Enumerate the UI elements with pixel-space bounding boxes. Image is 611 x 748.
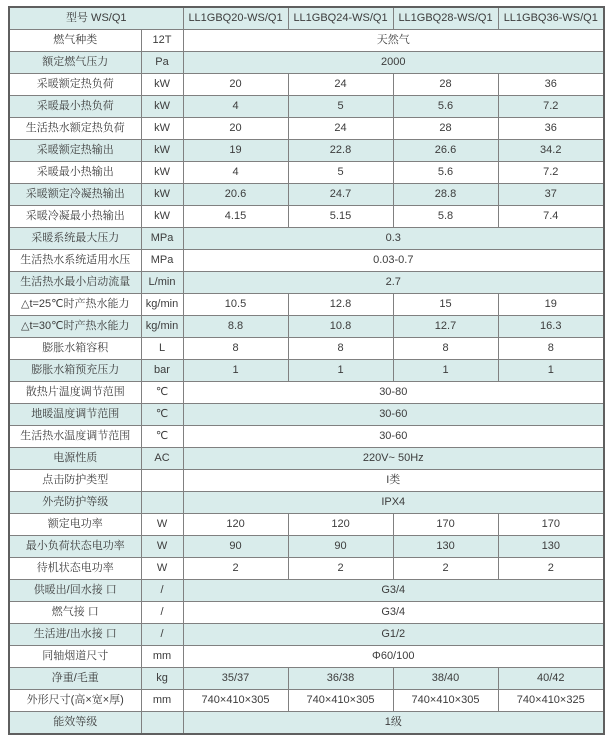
row-value-cell: 34.2 [498,140,604,162]
row-value-cell: 8 [498,338,604,360]
spec-row [9,316,604,338]
row-unit-cell: kg/min [141,316,183,338]
row-value-cell: 20 [183,74,288,96]
row-span-value-cell: 30-80 [183,382,604,404]
row-label-cell: 待机状态电功率 [9,558,141,580]
row-span-value-cell: G1/2 [183,624,604,646]
row-label-cell: 净重/毛重 [9,668,141,690]
row-label-cell: 采暖系统最大压力 [9,228,141,250]
row-value-cell: 90 [183,536,288,558]
row-value-cell: 170 [498,514,604,536]
spec-row [9,580,604,602]
row-value-cell: 16.3 [498,316,604,338]
spec-row [9,624,604,646]
spec-row [9,448,604,470]
row-unit-cell: ℃ [141,404,183,426]
row-unit-cell: kg/min [141,294,183,316]
spec-row [9,250,604,272]
row-unit-cell: kW [141,184,183,206]
row-unit-cell: Pa [141,52,183,74]
row-label-cell: △t=25℃时产热水能力 [9,294,141,316]
row-unit-cell: W [141,558,183,580]
spec-row [9,118,604,140]
row-value-cell: 2 [288,558,393,580]
row-value-cell: 15 [393,294,498,316]
row-label-cell: 燃气接 口 [9,602,141,624]
row-label-cell: 外壳防护等级 [9,492,141,514]
row-unit-cell: / [141,602,183,624]
row-span-value-cell: G3/4 [183,580,604,602]
row-value-cell: 28.8 [393,184,498,206]
row-label-cell: 生活热水温度调节范围 [9,426,141,448]
row-label-cell: 采暖额定热输出 [9,140,141,162]
row-value-cell: 7.2 [498,162,604,184]
row-value-cell: 7.2 [498,96,604,118]
row-value-cell: 7.4 [498,206,604,228]
model-label-cell: 型号 WS/Q1 [9,7,183,30]
row-span-value-cell: 0.3 [183,228,604,250]
row-unit-cell: ℃ [141,382,183,404]
spec-row [9,52,604,74]
spec-row [9,646,604,668]
row-value-cell: 24 [288,118,393,140]
header-row [9,7,604,30]
row-span-value-cell: 2000 [183,52,604,74]
spec-row [9,360,604,382]
row-label-cell: 同轴烟道尺寸 [9,646,141,668]
row-label-cell: 生活热水系统适用水压 [9,250,141,272]
row-unit-cell: kW [141,74,183,96]
row-value-cell: 8 [183,338,288,360]
row-span-value-cell: 220V~ 50Hz [183,448,604,470]
row-value-cell: 12.7 [393,316,498,338]
spec-row [9,228,604,250]
spec-row [9,184,604,206]
row-unit-cell [141,712,183,735]
model-name-cell: LL1GBQ36-WS/Q1 [498,7,604,30]
row-unit-cell: kW [141,140,183,162]
spec-row [9,272,604,294]
row-value-cell: 20 [183,118,288,140]
row-value-cell: 36 [498,74,604,96]
row-value-cell: 5 [288,96,393,118]
row-value-cell: 26.6 [393,140,498,162]
row-value-cell: 10.5 [183,294,288,316]
spec-row [9,382,604,404]
spec-row [9,338,604,360]
row-value-cell: 24.7 [288,184,393,206]
spec-row [9,162,604,184]
row-value-cell: 8 [393,338,498,360]
row-value-cell: 740×410×305 [288,690,393,712]
row-value-cell: 5 [288,162,393,184]
row-span-value-cell: G3/4 [183,602,604,624]
row-value-cell: 20.6 [183,184,288,206]
model-name-cell: LL1GBQ20-WS/Q1 [183,7,288,30]
row-label-cell: 供暖出/回水接 口 [9,580,141,602]
row-label-cell: 额定燃气压力 [9,52,141,74]
row-value-cell: 28 [393,74,498,96]
row-unit-cell: mm [141,646,183,668]
row-span-value-cell: I类 [183,470,604,492]
row-unit-cell: / [141,580,183,602]
spec-row [9,668,604,690]
row-label-cell: 最小负荷状态电功率 [9,536,141,558]
row-span-value-cell: 30-60 [183,404,604,426]
row-label-cell: 采暖最小热负荷 [9,96,141,118]
row-value-cell: 130 [498,536,604,558]
spec-row [9,206,604,228]
row-label-cell: 膨胀水箱预充压力 [9,360,141,382]
row-label-cell: 散热片温度调节范围 [9,382,141,404]
row-value-cell: 19 [498,294,604,316]
row-value-cell: 2 [183,558,288,580]
row-value-cell: 10.8 [288,316,393,338]
row-value-cell: 130 [393,536,498,558]
row-value-cell: 36/38 [288,668,393,690]
spec-row [9,470,604,492]
spec-row [9,492,604,514]
row-unit-cell: MPa [141,250,183,272]
row-label-cell: 燃气种类 [9,30,141,52]
row-unit-cell: kW [141,96,183,118]
row-unit-cell: MPa [141,228,183,250]
row-span-value-cell: 30-60 [183,426,604,448]
row-value-cell: 2 [498,558,604,580]
spec-row [9,690,604,712]
row-value-cell: 2 [393,558,498,580]
row-value-cell: 37 [498,184,604,206]
row-value-cell: 4 [183,96,288,118]
row-label-cell: 采暖额定冷凝热输出 [9,184,141,206]
row-unit-cell: AC [141,448,183,470]
spec-row [9,404,604,426]
row-value-cell: 12.8 [288,294,393,316]
row-value-cell: 120 [183,514,288,536]
row-unit-cell: W [141,536,183,558]
row-unit-cell: W [141,514,183,536]
row-value-cell: 38/40 [393,668,498,690]
row-value-cell: 120 [288,514,393,536]
spec-row [9,294,604,316]
row-unit-cell: ℃ [141,426,183,448]
row-unit-cell: L/min [141,272,183,294]
spec-row [9,140,604,162]
row-value-cell: 5.6 [393,162,498,184]
row-unit-cell: mm [141,690,183,712]
row-unit-cell: kg [141,668,183,690]
row-label-cell: 电源性质 [9,448,141,470]
row-label-cell: 采暖最小热输出 [9,162,141,184]
row-value-cell: 740×410×325 [498,690,604,712]
row-value-cell: 1 [393,360,498,382]
spec-row [9,536,604,558]
row-label-cell: 膨胀水箱容积 [9,338,141,360]
row-value-cell: 19 [183,140,288,162]
row-value-cell: 8 [288,338,393,360]
spec-table [8,6,605,735]
row-label-cell: 生活热水额定热负荷 [9,118,141,140]
row-unit-cell: kW [141,162,183,184]
row-label-cell: 采暖冷凝最小热输出 [9,206,141,228]
row-label-cell: 能效等级 [9,712,141,735]
model-name-cell: LL1GBQ24-WS/Q1 [288,7,393,30]
row-unit-cell [141,492,183,514]
row-span-value-cell: Φ60/100 [183,646,604,668]
row-label-cell: △t=30℃时产热水能力 [9,316,141,338]
row-label-cell: 生活进/出水接 口 [9,624,141,646]
row-span-value-cell: IPX4 [183,492,604,514]
spec-row [9,558,604,580]
row-value-cell: 5.8 [393,206,498,228]
spec-row [9,514,604,536]
spec-row [9,712,604,735]
row-unit-cell [141,470,183,492]
row-label-cell: 地暖温度调节范围 [9,404,141,426]
row-unit-cell: kW [141,206,183,228]
row-value-cell: 5.6 [393,96,498,118]
row-unit-cell: L [141,338,183,360]
row-value-cell: 740×410×305 [183,690,288,712]
row-label-cell: 采暖额定热负荷 [9,74,141,96]
row-value-cell: 1 [183,360,288,382]
row-value-cell: 40/42 [498,668,604,690]
row-value-cell: 22.8 [288,140,393,162]
spec-row [9,426,604,448]
row-value-cell: 8.8 [183,316,288,338]
spec-row [9,30,604,52]
row-value-cell: 35/37 [183,668,288,690]
spec-row [9,602,604,624]
row-label-cell: 点击防护类型 [9,470,141,492]
row-value-cell: 90 [288,536,393,558]
spec-row [9,74,604,96]
row-value-cell: 4 [183,162,288,184]
spec-row [9,96,604,118]
row-span-value-cell: 2.7 [183,272,604,294]
row-unit-cell: / [141,624,183,646]
row-label-cell: 额定电功率 [9,514,141,536]
row-unit-cell: bar [141,360,183,382]
row-value-cell: 24 [288,74,393,96]
row-value-cell: 740×410×305 [393,690,498,712]
row-value-cell: 1 [288,360,393,382]
row-value-cell: 1 [498,360,604,382]
row-span-value-cell: 天然气 [183,30,604,52]
row-span-value-cell: 1级 [183,712,604,735]
row-unit-cell: 12T [141,30,183,52]
row-label-cell: 外形尺寸(高×宽×厚) [9,690,141,712]
row-value-cell: 170 [393,514,498,536]
model-name-cell: LL1GBQ28-WS/Q1 [393,7,498,30]
row-span-value-cell: 0.03-0.7 [183,250,604,272]
row-value-cell: 36 [498,118,604,140]
row-value-cell: 5.15 [288,206,393,228]
row-value-cell: 4.15 [183,206,288,228]
row-label-cell: 生活热水最小启动流量 [9,272,141,294]
row-unit-cell: kW [141,118,183,140]
spec-table-body [9,30,604,735]
row-value-cell: 28 [393,118,498,140]
